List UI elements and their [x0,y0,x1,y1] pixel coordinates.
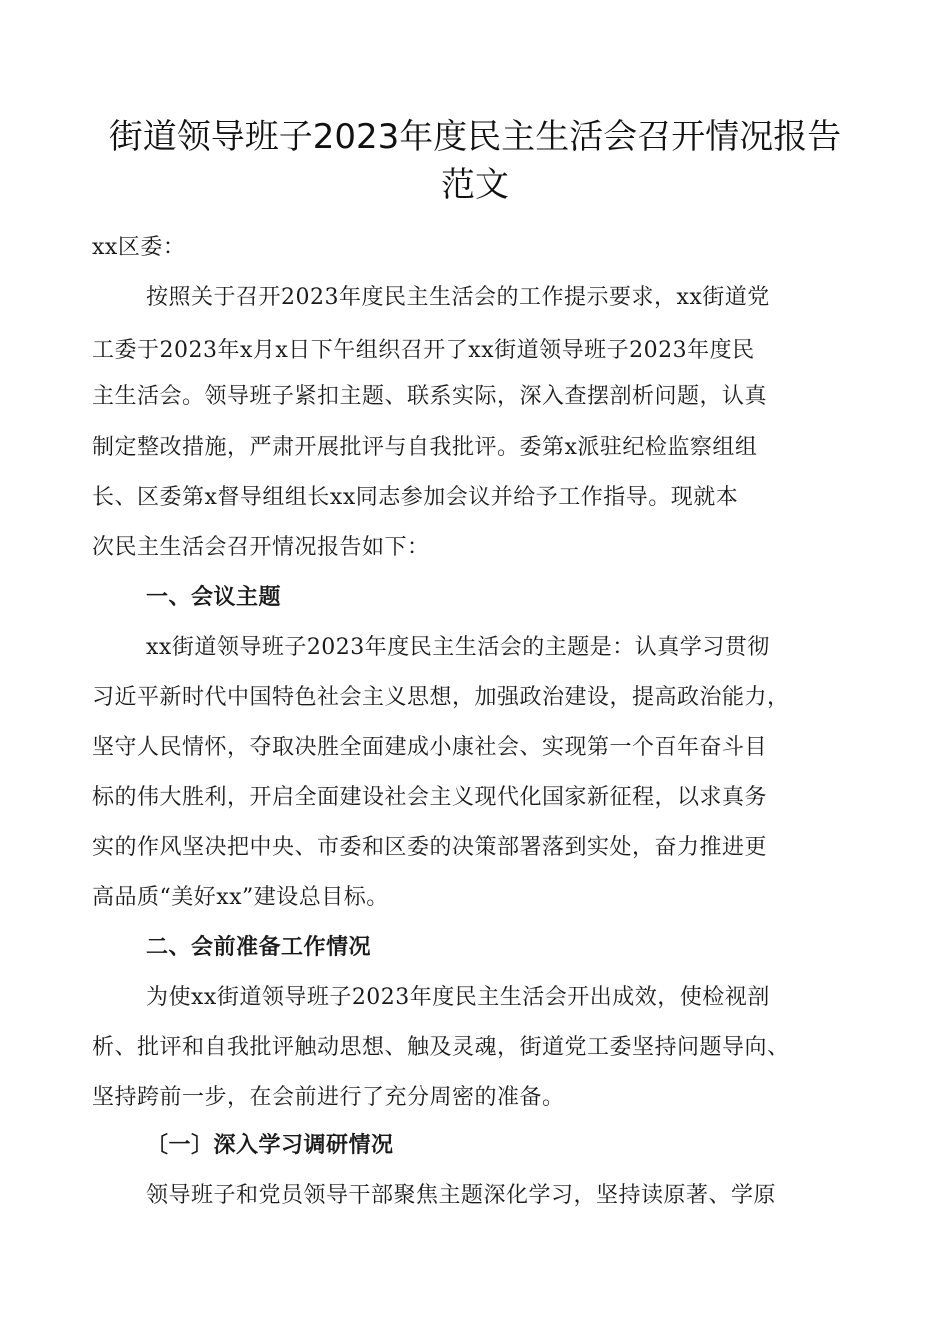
document-title-line-2: 范文 [441,165,509,205]
section-heading-preparation: 二、会前准备工作情况 [146,935,372,960]
section1-line-1: xx街道领导班子2023年度民主生活会的主题是：认真学习贯彻 [146,635,770,660]
section1-line-3: 坚守人民情怀，夺取决胜全面建成小康社会、实现第一个百年奋斗目 [92,735,768,760]
section2-line-1: 为使xx街道领导班子2023年度民主生活会开出成效，使检视剖 [146,985,770,1010]
section1-line-2: 习近平新时代中国特色社会主义思想，加强政治建设，提高政治能力， [92,685,790,710]
section2-line-3: 坚持跨前一步，在会前进行了充分周密的准备。 [92,1085,565,1110]
section-heading-meeting-theme: 一、会议主题 [146,585,282,610]
salutation: xx区委： [92,235,186,260]
subsection-heading-study-research: 〔一〕深入学习调研情况 [146,1133,394,1158]
section1-line-5: 实的作风坚决把中央、市委和区委的决策部署落到实处，奋力推进更 [92,835,768,860]
intro-line-6: 次民主生活会召开情况报告如下： [92,535,430,560]
intro-line-1: 按照关于召开2023年度民主生活会的工作提示要求，xx街道党 [146,285,770,310]
subsection1-line-1: 领导班子和党员领导干部聚焦主题深化学习，坚持读原著、学原 [146,1183,777,1208]
intro-line-2: 工委于2023年x月x日下午组织召开了xx街道领导班子2023年度民 [92,338,755,363]
section1-line-4: 标的伟大胜利，开启全面建设社会主义现代化国家新征程，以求真务 [92,785,768,810]
document-title-line-1: 街道领导班子2023年度民主生活会召开情况报告 [108,117,842,157]
section1-line-6: 高品质“美好xx”建设总目标。 [92,885,389,910]
intro-line-4: 制定整改措施，严肃开展批评与自我批评。委第x派驻纪检监察组组 [92,435,758,460]
intro-line-5: 长、区委第x督导组组长xx同志参加会议并给予工作指导。现就本 [92,485,739,510]
intro-line-3: 主生活会。领导班子紧扣主题、联系实际，深入查摆剖析问题，认真 [92,384,768,409]
section2-line-2: 析、批评和自我批评触动思想、触及灵魂，街道党工委坚持问题导向、 [92,1035,790,1060]
